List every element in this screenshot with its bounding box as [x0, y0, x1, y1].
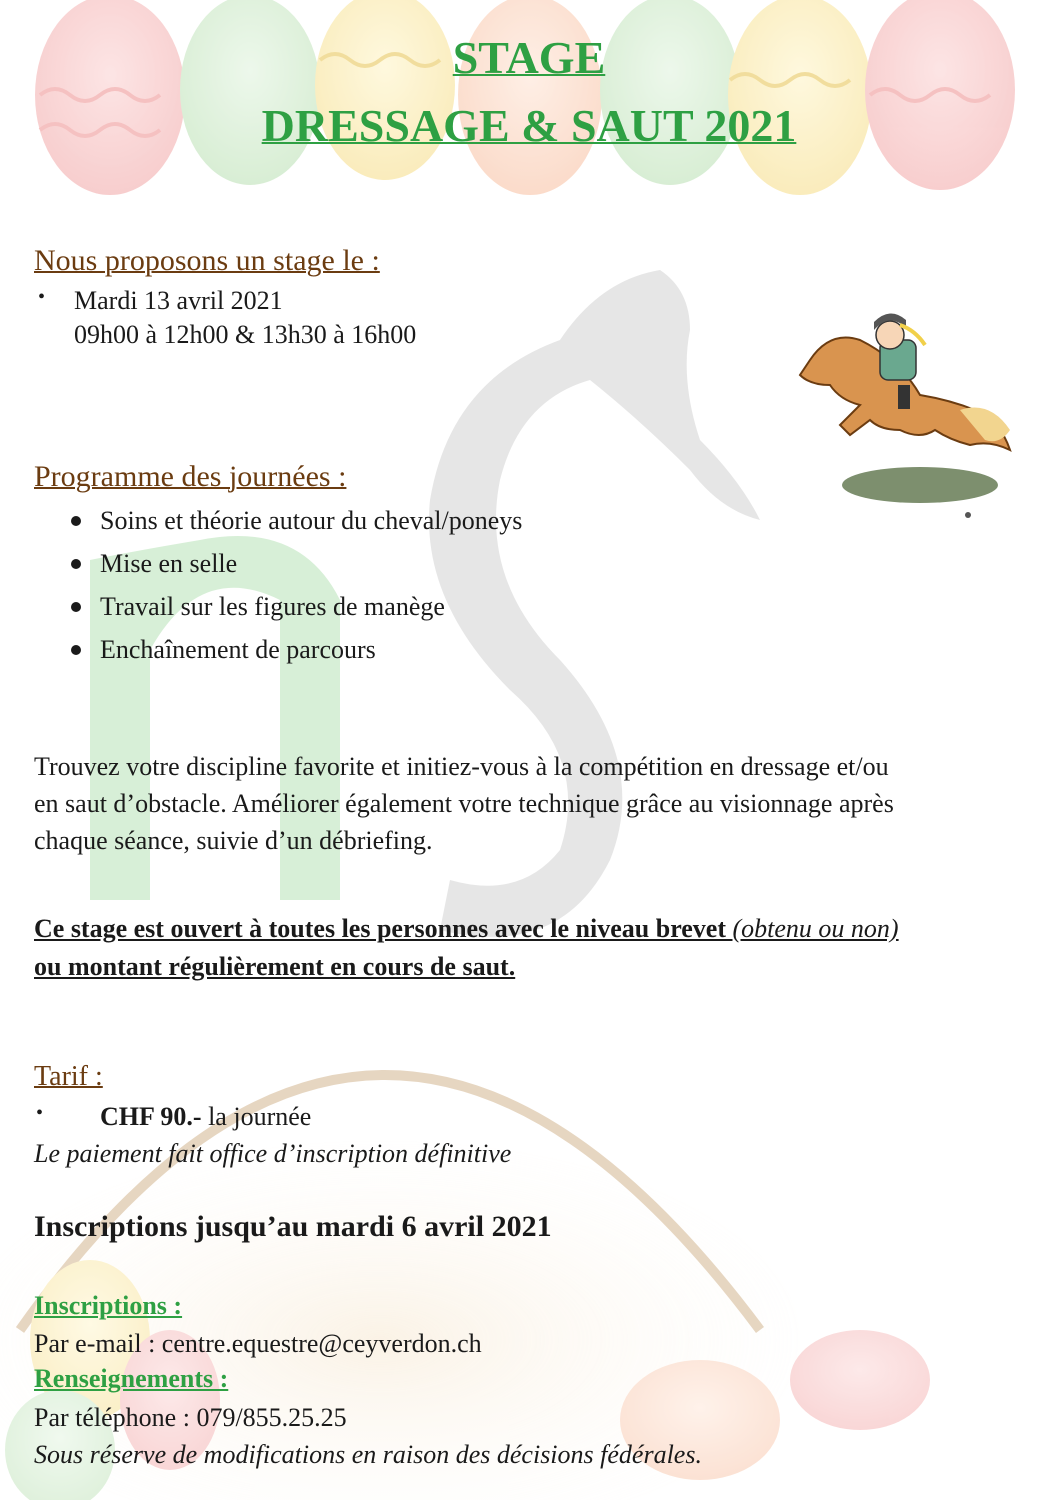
price: CHF 90.- la journée	[100, 1102, 312, 1131]
bullet-icon: •	[36, 1102, 44, 1124]
email-line[interactable]: Par e-mail : centre.equestre@ceyverdon.ch	[34, 1329, 482, 1358]
description-line-1: Trouvez votre discipline favorite et initiez-vous à la compétition en dressage et/ou	[34, 752, 889, 781]
bullet-icon	[71, 559, 81, 569]
bullet-icon	[71, 516, 81, 526]
requirement-line-2: ou montant régulièrement en cours de saut.	[34, 952, 516, 981]
programme-item: Enchaînement de parcours	[34, 628, 734, 671]
programme-list	[34, 499, 734, 671]
registration-deadline: Inscriptions jusqu’au mardi 6 avril 2021	[34, 1210, 552, 1243]
info-heading: Renseignements :	[34, 1364, 229, 1393]
tarif-heading: Tarif :	[34, 1061, 103, 1092]
inscriptions-heading: Inscriptions :	[34, 1291, 183, 1320]
title-line-1: STAGE	[452, 32, 606, 83]
title-line-2: DRESSAGE & SAUT 2021	[261, 100, 797, 151]
bullet-icon	[71, 602, 81, 612]
phone-line[interactable]: Par téléphone : 079/855.25.25	[34, 1403, 347, 1432]
bullet-icon	[71, 645, 81, 655]
stage-hours: 09h00 à 12h00 & 13h30 à 16h00	[74, 320, 417, 349]
dates-heading: Nous proposons un stage le :	[34, 244, 380, 277]
payment-note: Le paiement fait office d’inscription définitive	[34, 1139, 512, 1168]
requirement-line-1: Ce stage est ouvert à toutes les personnes avec le niveau brevet (obtenu ou non)	[34, 914, 899, 943]
programme-item: Soins et théorie autour du cheval/poneys	[34, 499, 734, 542]
description-line-3: chaque séance, suivie d’un débriefing.	[34, 826, 433, 855]
bullet-icon: •	[38, 286, 46, 308]
programme-heading: Programme des journées :	[34, 460, 347, 493]
programme-item: Travail sur les figures de manège	[34, 585, 734, 628]
programme-item: Mise en selle	[34, 542, 734, 585]
disclaimer: Sous réserve de modifications en raison des décisions fédérales.	[34, 1440, 702, 1469]
stage-date: Mardi 13 avril 2021	[74, 286, 283, 315]
description-line-2: en saut d’obstacle. Améliorer également votre technique grâce au visionnage après	[34, 789, 894, 818]
